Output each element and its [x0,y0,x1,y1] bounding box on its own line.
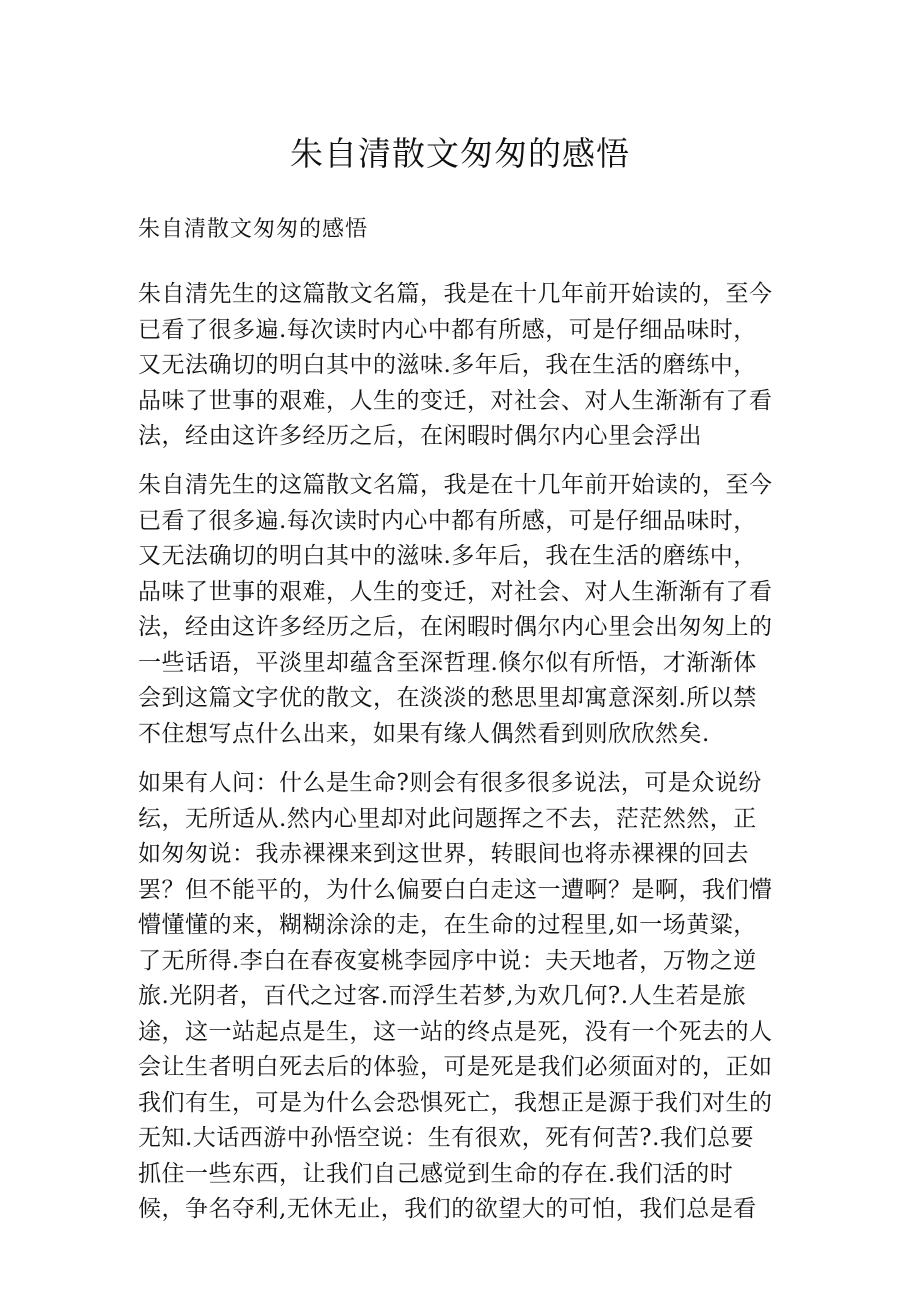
paragraph-line: 不住想写点什么出来，如果有缘人偶然看到则欣欣然矣. [138,720,710,747]
document-subtitle: 朱自清散文匆匆的感悟 [138,217,369,242]
paragraph-line: 罢？但不能平的，为什么偏要白白走这一遭啊？是啊，我们懵 [138,876,773,903]
paragraph-line: 法，经由这许多经历之后，在闲暇时偶尔内心里会出匆匆上的 [138,614,773,640]
paragraph-line: 旅.光阴者，百代之过客.而浮生若梦,为欢几何?.人生若是旅 [138,983,747,1009]
paragraph-line: 又无法确切的明白其中的滋味.多年后，我在生活的磨练中， [138,352,757,378]
paragraph-line: 会到这篇文字优的散文，在淡淡的愁思里却寓意深刻.所以禁 [138,685,757,711]
paragraph-line: 品味了世事的艰难，人生的变迁，对社会、对人生渐渐有了看 [138,578,773,605]
paragraph-line: 已看了很多遍.每次读时内心中都有所感，可是仔细品味时， [138,507,757,534]
paragraph-line: 品味了世事的艰难，人生的变迁，对社会、对人生渐渐有了看 [138,387,773,414]
document-title: 朱自清散文匆匆的感悟 [290,134,630,173]
paragraph-line: 懵懂懂的来，糊糊涂涂的走，在生命的过程里,如一场黄粱， [138,912,757,938]
paragraph-line: 已看了很多遍.每次读时内心中都有所感，可是仔细品味时， [138,316,757,343]
paragraph-line: 我们有生，可是为什么会恐惧死亡，我想正是源于我们对生的 [138,1089,773,1116]
paragraph-line: 如匆匆说：我赤裸裸来到这世界，转眼间也将赤裸裸的回去 [138,841,749,867]
paragraph-line: 朱自清先生的这篇散文名篇，我是在十几年前开始读的，至今 [138,472,773,498]
paragraph-1 [138,277,778,455]
paragraph-line: 途，这一站起点是生，这一站的终点是死，没有一个死去的人 [138,1018,773,1045]
paragraph-line: 又无法确切的明白其中的滋味.多年后，我在生活的磨练中， [138,543,757,569]
paragraph-line: 纭，无所适从.然内心里却对此问题挥之不去，茫茫然然，正 [138,805,757,832]
paragraph-line: 法，经由这许多经历之后，在闲暇时偶尔内心里会浮出 [138,423,702,449]
paragraph-line: 朱自清先生的这篇散文名篇，我是在十几年前开始读的，至今 [138,281,773,307]
paragraph-line: 无知.大话西游中孙悟空说：生有很欢，死有何苦?.我们总要 [138,1125,754,1151]
paragraph-line: 候，争名夺利,无休无止，我们的欲望大的可怕，我们总是看 [138,1196,757,1222]
paragraph-2 [138,468,778,752]
paragraph-3 [138,766,778,1228]
paragraph-line: 了无所得.李白在春夜宴桃李园序中说：夫天地者，万物之逆 [138,947,757,974]
paragraph-line: 抓住一些东西，让我们自己感觉到生命的存在.我们活的时 [138,1160,734,1187]
paragraph-line: 一些话语，平淡里却蕴含至深哲理.倏尔似有所悟，才渐渐体 [138,649,757,676]
paragraph-line: 如果有人问：什么是生命?则会有很多很多说法，可是众说纷 [138,770,762,796]
paragraph-line: 会让生者明白死去后的体验，可是死是我们必须面对的，正如 [138,1054,773,1080]
